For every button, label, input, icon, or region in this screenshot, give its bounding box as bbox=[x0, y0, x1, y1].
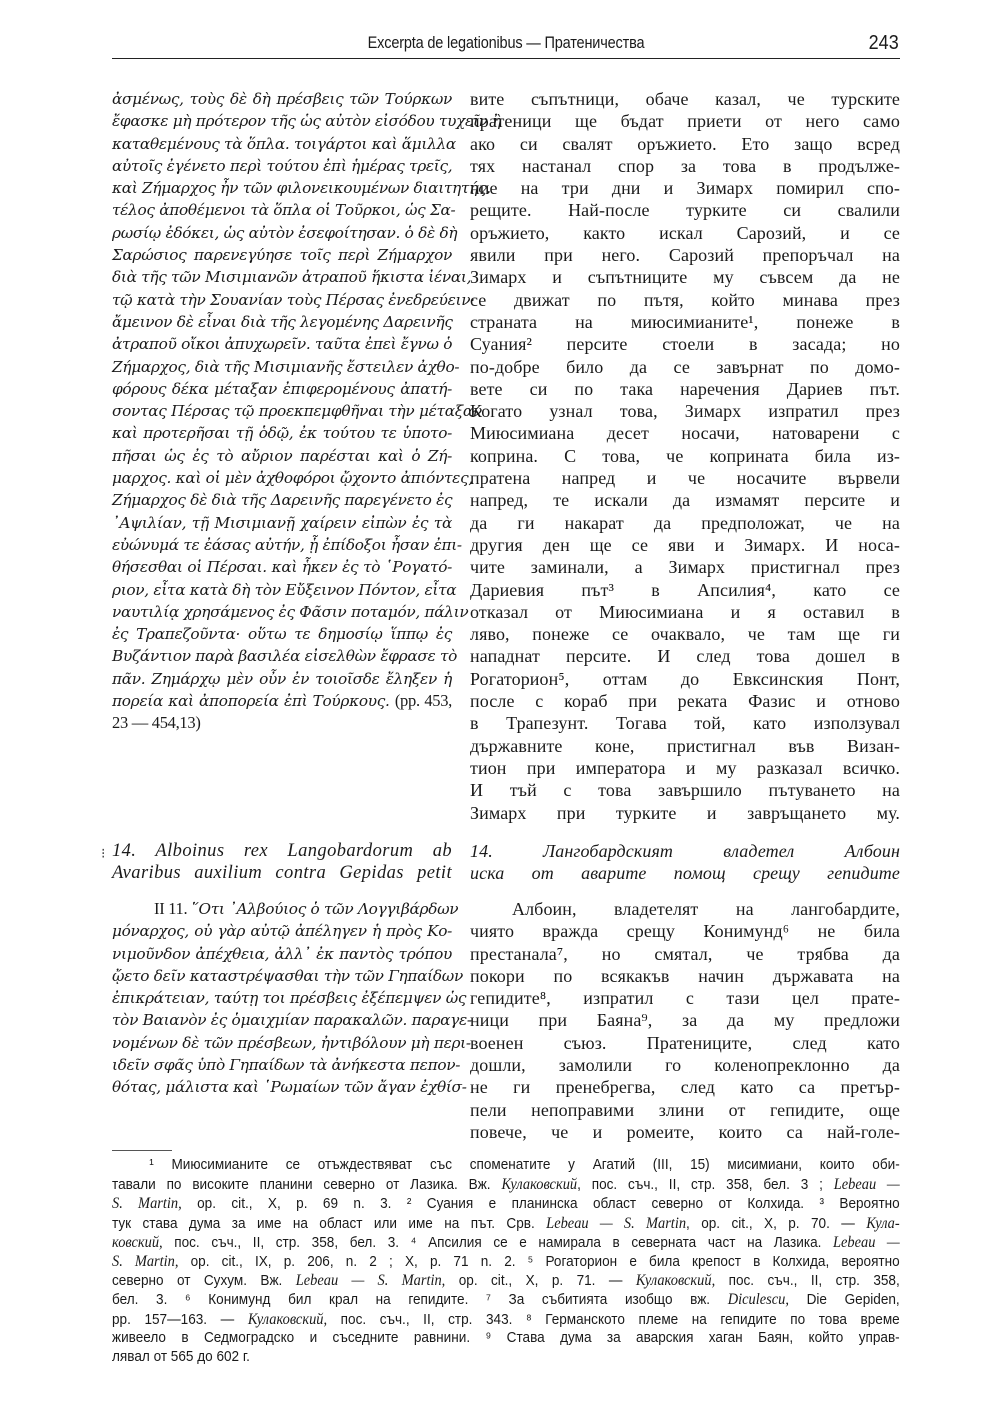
text-line: εὐώνυμά τε ἐάσας αὐτήν, ᾗ ἐπίδοξοι ἦσαν ἐπι- bbox=[112, 535, 462, 554]
text-line: по-добре било да се завърнат по домо- bbox=[470, 356, 900, 377]
text-line: ναυτιλίᾳ χρησάμενος ἐς Φᾶσιν ποταμόν, πάλιν bbox=[112, 602, 469, 621]
footnote-citation-italic: Кула- bbox=[866, 1214, 900, 1232]
text-line: σοντας Πέρσας τῷ προεκπεμφθῆναι τὴν μέταξαν bbox=[112, 402, 482, 421]
running-title: Excerpta de legationibus — Пратеничества bbox=[367, 34, 645, 52]
footnote-citation-italic: Кулаковский, bbox=[635, 1272, 716, 1290]
text-line: καὶ προτερῆσαι τῇ ὁδῷ, ἐκ τούτου τε ὑποτο- bbox=[112, 424, 452, 443]
footnote-citation-italic: Diculescu, bbox=[727, 1291, 789, 1309]
text-line: военен съюз. Пратениците, след като bbox=[470, 1032, 900, 1053]
text-line: рещите. Най-после турките си свалили bbox=[470, 200, 900, 221]
text-line: καταθεμένους τὰ ὅπλα. τοιγάρτοι καὶ ἅμιλλα bbox=[112, 134, 456, 153]
footnote-line: тук става дума за име на област или име на път. Срв. Lebeau — S. Martin, op. cit., X, p. 70. — Кула- bbox=[112, 1214, 900, 1232]
text-line bbox=[112, 712, 452, 734]
footnote-citation-italic: S. Martin, bbox=[112, 1195, 182, 1213]
text-line: μαρχος. καὶ οἱ μὲν ἀχθοφόροι ᾤχοντο ἀπιόντες, bbox=[112, 469, 473, 488]
footnote-line: лявал от 565 до 602 г. bbox=[112, 1348, 250, 1365]
text-line bbox=[112, 690, 452, 712]
bulgarian-text-section-13 bbox=[470, 88, 900, 824]
text-line: νομένων δὲ τῶν πρέσβεων, ἠντιβόλουν μὴ περι- bbox=[112, 1033, 471, 1052]
margin-mark: ⁝ bbox=[101, 847, 106, 862]
text-line: ние на три дни и Зимарх помирил спо- bbox=[470, 178, 900, 199]
text-line: напред, те искали да измамят персите и bbox=[470, 490, 900, 511]
citation: (pp. 453, bbox=[394, 691, 452, 711]
text-line: страната на миюсимианите¹, понеже в bbox=[470, 311, 900, 332]
text-line: оръжието, както искал Сарозий, и се bbox=[470, 222, 900, 243]
heading-line: иска от аварите помощ срещу гепидите bbox=[470, 863, 900, 884]
text-line: престанала⁷, но смятал, че трябва да bbox=[470, 943, 900, 964]
bulgarian-text-section-14 bbox=[470, 898, 900, 1143]
text-line: διὰ τῆς τῶν Μισιμιανῶν ἀτραποῦ ἥκιστα ἰέναι, bbox=[112, 268, 472, 287]
text-line: чите заминали, а Зимарх пристигнал през bbox=[470, 557, 900, 578]
text-line: Зимарх и съпътниците му съвсем да не bbox=[470, 267, 900, 288]
text-line: явили при него. Сарозий препоръчал на bbox=[470, 245, 900, 266]
text-line: И тъй с това завършило пътуването на bbox=[470, 780, 900, 801]
text-line: Ζήμαρχος, διὰ τῆς Μισιμιανῆς ἔστειλεν ἀχθο- bbox=[112, 357, 460, 376]
greek-text: ῞Οτι ᾿Αλβούιος ὁ τῶν Λογγιβάρδων bbox=[191, 900, 459, 918]
text-line: ἀσμένως, τοὺς δὲ δὴ πρέσβεις τῶν Τούρκων bbox=[112, 90, 452, 108]
text-line: в Трапезунт. Тогава той, като използувал bbox=[470, 713, 900, 734]
footnote-citation-italic: Lebeau — S. Martin bbox=[546, 1214, 687, 1232]
footnote-citation-italic: Кулаковский bbox=[501, 1176, 578, 1194]
text-line: покори по всякакъв начин държавата на bbox=[470, 965, 900, 986]
text-line: νιμοῦνδον ἀπέχθεια, ἀλλ᾿ ἐκ παντὸς τρόπου bbox=[112, 944, 452, 963]
text-line: Когато узнал това, Зимарх изпратил през bbox=[470, 401, 900, 422]
heading-line: Avaribus auxilium contra Gepidas petit bbox=[112, 863, 452, 884]
text-line: да ги накарат да предположат, че на bbox=[470, 512, 900, 533]
text-line: вите съпътници, обаче казал, че турските bbox=[470, 89, 900, 109]
heading-line: 14. Alboinus rex Langobardorum ab bbox=[112, 841, 452, 861]
text-line: φόρους δέκα μέταξαν ἐπιφερομένους ἀπατή- bbox=[112, 379, 452, 398]
text-line bbox=[112, 898, 459, 920]
text-line: Миюсимиана десет носачи, натоварени с bbox=[470, 423, 900, 444]
bulgarian-heading-section-14 bbox=[470, 840, 900, 885]
text-line: Σαρώσιος παρενεγύησε τοῖς περὶ Ζήμαρχον bbox=[112, 246, 452, 265]
text-line: ᾤετο δεῖν καταστρέψασθαι τὴν τῶν Γηπαίδων bbox=[112, 966, 463, 985]
footnote-citation-italic: Lebeau — S. Martin, bbox=[295, 1272, 446, 1290]
text-line: повече, че и ромеите, които са най-голе- bbox=[470, 1121, 900, 1142]
text-line: ако си свалят оръжието. Ето защо всред bbox=[470, 133, 900, 154]
text-line: πᾶν. Ζημάρχῳ μὲν οὖν ἐν τοιοῖσδε ἔληξεν ἡ bbox=[112, 669, 452, 688]
text-line: пратеници ще бъдат приети от него само bbox=[470, 111, 900, 132]
text-line: после с кораб при реката Фазис и отново bbox=[470, 691, 900, 712]
latin-heading-section-14 bbox=[112, 840, 452, 885]
footnote-line: S. Martin, op. cit., X, p. 69 n. 3. ² Суания е планинска област северно от Колхида. ³ Вероятно bbox=[112, 1195, 900, 1213]
text-line: нападнат персите. И след това дошел в bbox=[470, 646, 900, 667]
running-head bbox=[112, 30, 900, 59]
text-line: ἔφασκε μὴ πρότερον τῆς ὡς αὐτὸν εἰσόδου τυχεῖν ἢ bbox=[112, 112, 502, 131]
footnote-line: бел. 3. ⁶ Конимунд бил крал на гепидите. ⁷ За събитията изобщо вж. Diculescu, Die Gepiden, bbox=[112, 1291, 900, 1309]
footnote-line: живеело в Седмоградско и съседните равнини. ⁹ Става дума за аварския хаган Баян, който управ- bbox=[112, 1329, 900, 1346]
text-line: Рогаторион⁵, оттам до Евксинския Понт, bbox=[470, 668, 900, 689]
text-line: пратена напред и че носачите вървели bbox=[470, 468, 900, 489]
footnote-citation-italic: Lebeau — bbox=[832, 1233, 900, 1251]
footnote-citation-italic: ковский, bbox=[112, 1233, 163, 1251]
text-line: θότας, μάλιστα καὶ ῾Ρωμαίων τῶν ἄγαν ἐχθίσ- bbox=[112, 1078, 467, 1097]
greek-text-section-14 bbox=[112, 898, 472, 1099]
text-line: тях настанал спор за това в продълже- bbox=[470, 155, 900, 176]
footnote-divider bbox=[112, 1150, 172, 1151]
text-line: ριον, εἶτα κατὰ δὴ τὸν Εὔξεινον Πόντον, εἶτα bbox=[112, 580, 457, 599]
text-line: Зимарх при турките и завръщането му. bbox=[470, 802, 900, 823]
text-line: ᾿Αψιλίαν, τῇ Μισιμιανῇ χαίρειν εἰπὼν ἐς τὰ bbox=[112, 513, 452, 532]
text-line: гепидите⁸, изпратил с тази цел прате- bbox=[470, 988, 900, 1009]
text-line: дошли, замолили го коленопреклонно да bbox=[470, 1055, 900, 1076]
text-line: коприна. С това, че коприната била из- bbox=[470, 445, 900, 466]
text-line: τὸν Βαιανὸν ἐς ὁμαιχμίαν παρακαλῶν. παραγε- bbox=[112, 1011, 472, 1030]
text-line: ляво, понеже се очаквало, че там ще ги bbox=[470, 624, 900, 645]
text-line: ἀτραποῦ οἴκοι ἀπυχωρεῖν. ταῦτα ἐπεὶ ἔγνω ὁ bbox=[112, 335, 453, 354]
footnotes bbox=[112, 1156, 900, 1367]
footnote-line: S. Martin, op. cit., IX, p. 206, n. 2 ; X, p. 71 n. 2. ⁵ Рогаторион е била крепост в Колхида, вероятно bbox=[112, 1252, 900, 1270]
text-line: Албоин, владетелят на лангобардите, bbox=[512, 899, 900, 919]
text-line: чиято вражда срещу Конимунд⁶ не била bbox=[470, 921, 900, 942]
citation: 23 — 454,13) bbox=[112, 713, 201, 733]
footnote-citation-italic: Кулаковский, bbox=[247, 1310, 328, 1328]
footnote-line: ковский, пос. съч., II, стр. 358, бел. 3. ⁴ Апсилия се е намирала в северната част на Лазика. Lebeau — bbox=[112, 1233, 900, 1251]
footnote-line: северно от Сухум. Вж. Lebeau — S. Martin, op. cit., X, p. 71. — Кулаковский, пос. съч., II, стр. 358, bbox=[112, 1272, 900, 1290]
text-line: другия ден ще се яви и Зимарх. И носа- bbox=[470, 534, 900, 555]
text-line: ἐπικράτειαν, ταύτῃ τοι πρέσβεις ἐξέπεμψεν ὡς bbox=[112, 989, 467, 1008]
text-line: ἐς Τραπεζοῦντα· οὕτω τε δημοσίῳ ἵππῳ ἐς bbox=[112, 625, 452, 644]
text-line: ρωσίῳ ἐδόκει, ὡς αὐτὸν ἐσεφοίτησαν. ὁ δὲ δὴ bbox=[112, 223, 458, 242]
text-line: Ζήμαρχος δὲ διὰ τῆς Δαρεινῆς παρεγένετο ἐς bbox=[112, 491, 453, 510]
source-reference: II 11. bbox=[154, 899, 192, 918]
text-line: θήσεσθαι οἱ Πέρσαι. καὶ ἧκεν ἐς τὸ ῾Ρογατό- bbox=[112, 558, 452, 577]
text-line: не ги пренебрегва, след като са претър- bbox=[470, 1077, 900, 1098]
footnote-citation-italic: Lebeau — bbox=[833, 1176, 900, 1194]
text-line: καὶ Ζήμαρχος ἦν τῶν φιλονεικουμένων διαιτητής. bbox=[112, 179, 491, 198]
footnote-citation-italic: S. Martin, bbox=[112, 1252, 179, 1270]
footnote-line: тавали по високите планини северно от Лазика. Вж. Кулаковский, пос. съч., II, стр. 358, бел. 3 ; Lebeau — bbox=[112, 1176, 900, 1194]
text-line: отказал от Миюсимиана и я оставил в bbox=[470, 601, 900, 622]
greek-text: πορεία καὶ ἀποπορεία ἐπὶ Τούρκους. bbox=[112, 692, 395, 711]
text-line: тион при императора и му разказал всичко. bbox=[470, 757, 900, 778]
text-line: τέλος ἀποθέμενοι τὰ ὅπλα οἱ Τοῦρκοι, ὡς Σα- bbox=[112, 201, 456, 220]
text-line: Βυζάντιον παρὰ βασιλέα εἰσελθὼν ἔφρασε τὸ bbox=[112, 647, 458, 666]
text-line: τῷ κατὰ τὴν Σουανίαν τοὺς Πέρσας ἐνεδρεύειν· bbox=[112, 290, 475, 309]
text-line: държавните коне, пристигнал във Визан- bbox=[470, 735, 900, 756]
text-line: Суания² персите стоели в засада; но bbox=[470, 334, 900, 355]
footnote-line: ¹ Миюсимианите се отъждествяват със споменатите у Агатий (III, 15) мисимиани, които оби- bbox=[149, 1157, 900, 1173]
text-line: μόναρχος, οὐ γὰρ αὐτῷ ἀπέληγεν ἡ πρὸς Κο- bbox=[112, 922, 452, 941]
text-line: пели непоправими злини от гепидите, още bbox=[470, 1099, 900, 1120]
text-line: αὐτοῖς ἐγένετο περὶ τούτου ἐπὶ ἡμέρας τρεῖς, bbox=[112, 156, 453, 175]
text-line: вете си по така наречения Дариев път. bbox=[470, 378, 900, 399]
text-line: Дариевия път³ в Апсилия⁴, като се bbox=[470, 579, 900, 600]
text-line: се движат по пътя, който минава през bbox=[470, 289, 900, 310]
text-line: ἄμεινον δὲ εἶναι διὰ τῆς λεγομένης Δαρεινῆς bbox=[112, 312, 453, 331]
heading-line: 14. Лангобардският владетел Албоин bbox=[470, 841, 900, 861]
text-line: ници при Баяна⁹, за да му предложи bbox=[470, 1010, 900, 1031]
footnote-line: pp. 157—163. — Кулаковский, пос. съч., II, стр. 343. ⁸ Германското племе на гепидите по това време bbox=[112, 1310, 900, 1328]
text-line: ιδεῖν σφᾶς ὑπὸ Γηπαίδων τὰ ἀνήκεστα πεπον- bbox=[112, 1056, 461, 1075]
page-number: 243 bbox=[868, 32, 899, 54]
text-line: πῆσαι ὡς ἐς τὸ αὔριον παρέσται καὶ ὁ Ζή- bbox=[112, 446, 452, 465]
greek-text-section-13 bbox=[112, 88, 502, 735]
